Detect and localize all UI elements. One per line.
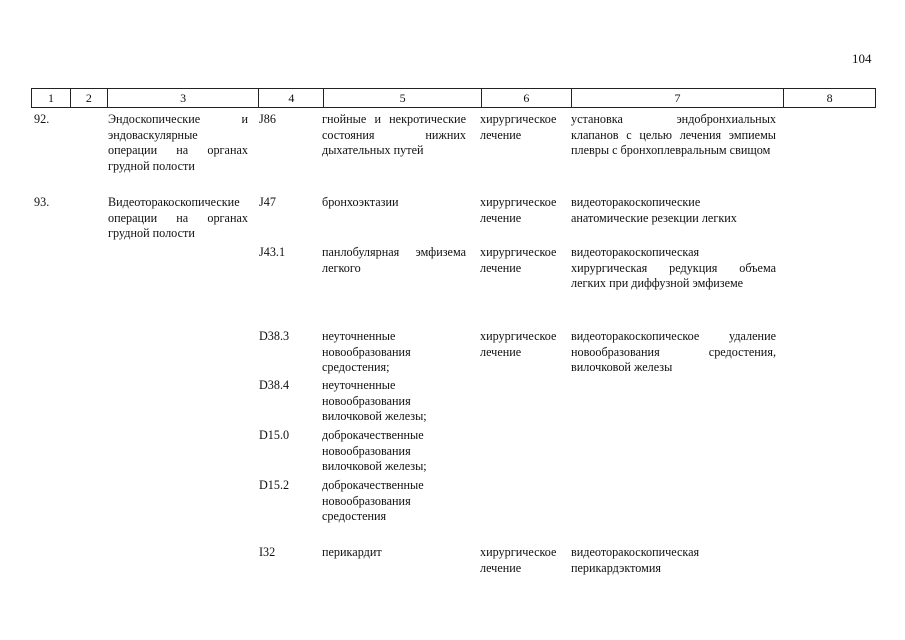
treatment-type: хирургическое лечение: [480, 329, 557, 359]
condition-text: перикардит: [322, 545, 382, 559]
condition-text: доброкачественные новообразования средостения: [322, 478, 424, 524]
table-header-row: [31, 88, 876, 108]
treatment-method: видеоторакоскопическое удаление новообразования средостения, вилочковой железы: [571, 329, 776, 375]
icd-code: J47: [259, 195, 276, 209]
condition-text: бронхоэктазии: [322, 195, 399, 209]
page-number: 104: [852, 51, 872, 66]
header-col-8: 8: [826, 90, 833, 105]
icd-code: D38.3: [259, 329, 290, 343]
header-col-3: 3: [108, 89, 260, 107]
condition-text: панлобулярная эмфизема легкого: [322, 245, 466, 275]
header-col-1: 1: [32, 89, 71, 107]
treatment-method: установка эндобронхиальных клапанов с целью лечения эмпиемы плевры с бронхоплевральным свищом: [571, 112, 776, 158]
treatment-type: хирургическое лечение: [480, 112, 557, 142]
operation-group-name: Эндоскопические и эндоваскулярные операции на органах грудной полости: [108, 112, 248, 173]
icd-code: J43.1: [259, 245, 286, 259]
header-col-4: 4: [259, 89, 324, 107]
row-number: 92.: [34, 112, 50, 126]
header-col-7: 7: [572, 89, 785, 107]
icd-code: D38.4: [259, 378, 290, 392]
header-col-5: 5: [324, 89, 482, 107]
header-col-6: 6: [482, 89, 572, 107]
row-number: 93.: [34, 195, 50, 209]
treatment-method: видеоторакоскопическая хирургическая редукция объема легких при диффузной эмфиземе: [571, 245, 776, 291]
treatment-type: хирургическое лечение: [480, 545, 557, 575]
operation-group-name: Видеоторакоскопические операции на органах грудной полости: [108, 195, 248, 241]
condition-text: неуточненные новообразования вилочковой железы;: [322, 378, 427, 424]
icd-code: I32: [259, 545, 276, 559]
condition-text: неуточненные новообразования средостения;: [322, 329, 411, 375]
condition-text: доброкачественные новообразования вилочковой железы;: [322, 428, 427, 474]
condition-text: гнойные и некротические состояния нижних дыхательных путей: [322, 112, 466, 158]
treatment-method: видеоторакоскопическая перикардэктомия: [571, 545, 700, 575]
treatment-method: видеоторакоскопические анатомические резекции легких: [571, 195, 737, 225]
treatment-type: хирургическое лечение: [480, 245, 557, 275]
icd-code: D15.0: [259, 428, 290, 442]
icd-code: D15.2: [259, 478, 290, 492]
treatment-type: хирургическое лечение: [480, 195, 557, 225]
header-col-2: 2: [71, 89, 108, 107]
icd-code: J86: [259, 112, 276, 126]
